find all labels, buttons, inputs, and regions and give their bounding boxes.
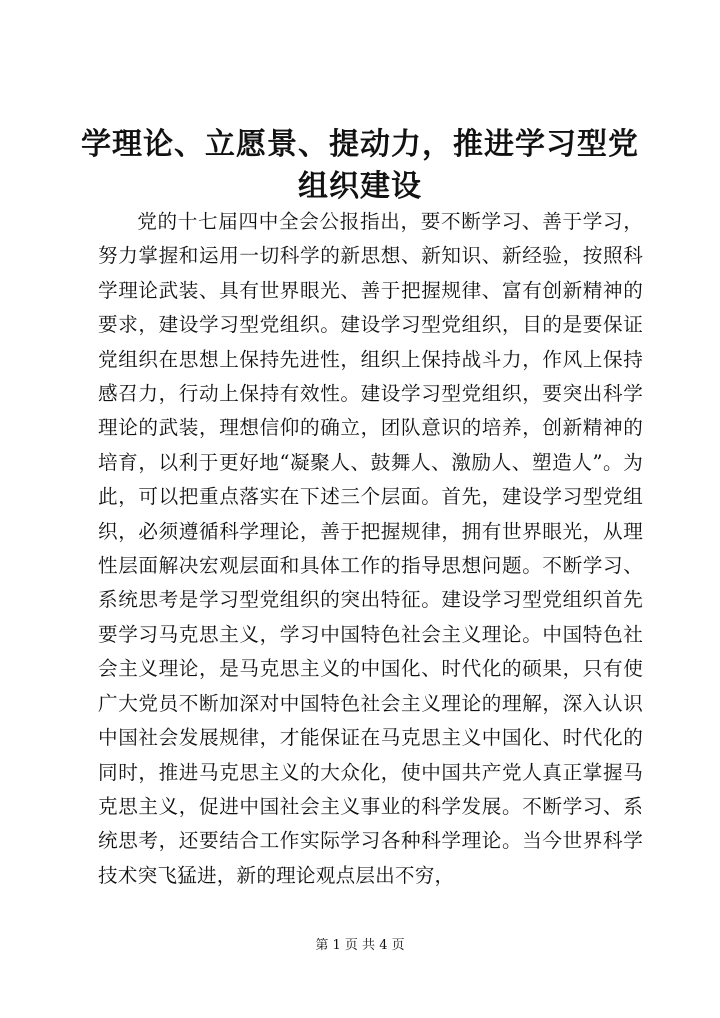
- page-number-footer: 第 1 页 共 4 页: [315, 938, 405, 953]
- body-paragraph: 党的十七届四中全会公报指出，要不断学习、善于学习，努力掌握和运用一切科学的新思想、新知识、新经验，按照科学理论武装、具有世界眼光、善于把握规律、富有创新精神的要求，建设学习型党组织。建设学习型党组织，目的是要保证党组织在思想上保持先进性，组织上保持战斗力，作风上保持感召力，行动上保持有效性。建设学习型党组织，要突出科学理论的武装，理想信仰的确立，团队意识的培养，创新精神的培育，以利于更好地“凝聚人、鼓舞人、激励人、塑造人”。为此，可以把重点落实在下述三个层面。首先，建设学习型党组织，必须遵循科学理论，善于把握规律，拥有世界眼光，从理性层面解决宏观层面和具体工作的指导思想问题。不断学习、系统思考是学习型党组织的突出特征。建设学习型党组织首先要学习马克思主义，学习中国特色社会主义理论。中国特色社会主义理论，是马克思主义的中国化、时代化的硕果，只有使广大党员不断加深对中国特色社会主义理论的理解，深入认识中国社会发展规律，才能保证在马克思主义中国化、时代化的同时，推进马克思主义的大众化，使中国共产党人真正掌握马克思主义，促进中国社会主义事业的科学发展。不断学习、系统思考，还要结合工作实际学习各种科学理论。当今世界科学技术突飞猛进，新的理论观点层出不穷，: [98, 210, 643, 887]
- document-title: 学理论、立愿景、提动力，推进学习型党组织建设: [81, 127, 639, 204]
